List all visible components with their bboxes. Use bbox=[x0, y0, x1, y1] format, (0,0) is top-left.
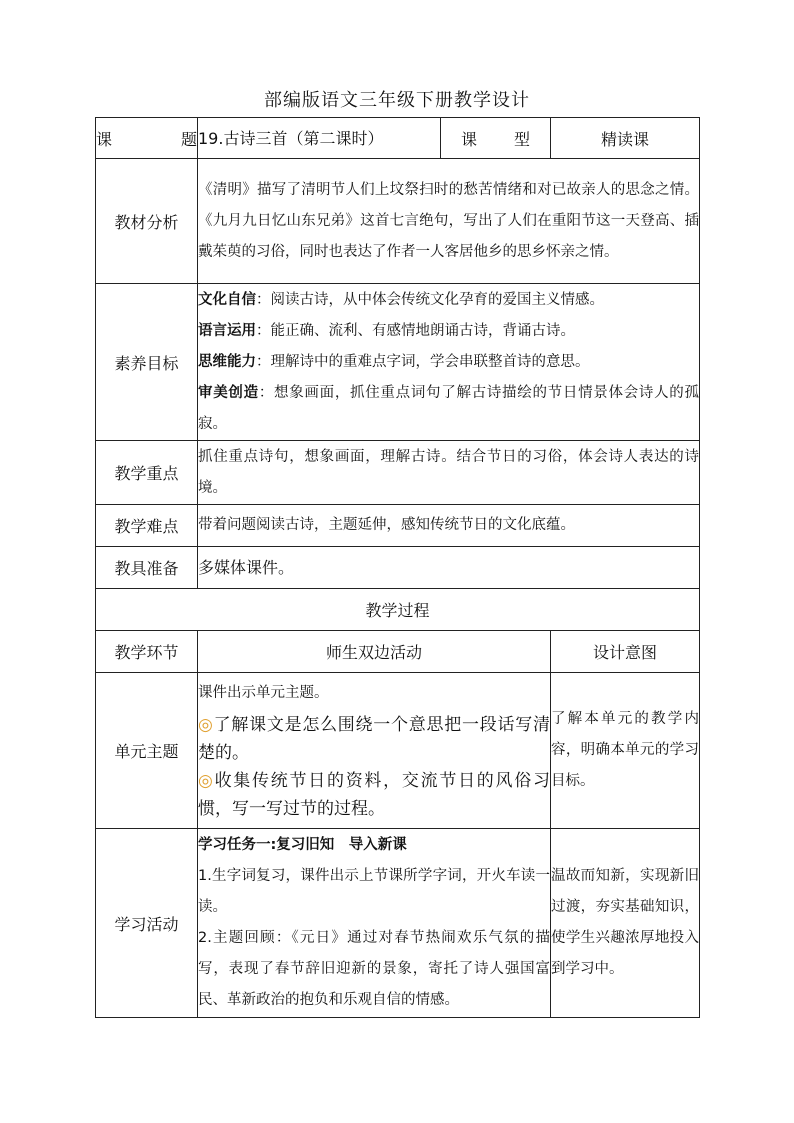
process-col-activity: 师生双边活动 bbox=[198, 631, 551, 673]
course-label: 课 题 bbox=[96, 118, 198, 159]
difficulty-label: 教学难点 bbox=[96, 505, 198, 547]
analysis-text: 《清明》描写了清明节人们上坟祭扫时的愁苦情绪和对已故亲人的思念之情。《九月九日忆山东兄弟》这首七言绝句，写出了人们在重阳节这一天登高、插戴茱萸的习俗，同时也表达了作者一人客居他乡的思乡怀亲之情。 bbox=[198, 159, 700, 284]
lesson-plan-table bbox=[95, 117, 700, 1018]
circle-bullet-icon: ◎ bbox=[198, 714, 214, 735]
activity-intent: 温故而知新，实现新旧过渡，夯实基础知识，使学生兴趣浓厚地投入到学习中。 bbox=[551, 829, 700, 1018]
unit-row bbox=[96, 673, 700, 829]
process-col-intent: 设计意图 bbox=[551, 631, 700, 673]
analysis-row bbox=[96, 159, 700, 284]
unit-content bbox=[198, 673, 551, 829]
unit-intent: 了解本单元的教学内容，明确本单元的学习目标。 bbox=[551, 673, 700, 829]
activity-step: 2.主题回顾：《元日》通过对春节热闹欢乐气氛的描写，表现了春节辞旧迎新的景象，寄托了诗人强国富民、革新政治的抱负和乐观自信的情感。 bbox=[198, 930, 550, 1008]
analysis-label: 教材分析 bbox=[96, 159, 198, 284]
document-title: 部编版语文三年级下册教学设计 bbox=[264, 90, 530, 111]
goals-list bbox=[198, 284, 700, 441]
process-header-row bbox=[96, 631, 700, 673]
materials-row bbox=[96, 547, 700, 589]
materials-text: 多媒体课件。 bbox=[198, 547, 700, 589]
goal-item: 审美创造：想象画面，抓住重点词句了解古诗描绘的节日情景体会诗人的孤寂。 bbox=[198, 384, 699, 432]
difficulty-text: 带着问题阅读古诗，主题延伸，感知传统节日的文化底蕴。 bbox=[198, 505, 700, 547]
circle-bullet-icon: ◎ bbox=[198, 770, 215, 791]
process-col-stage: 教学环节 bbox=[96, 631, 198, 673]
course-value: 19.古诗三首（第二课时） bbox=[198, 118, 441, 159]
type-label: 课 型 bbox=[441, 118, 551, 159]
goals-row bbox=[96, 284, 700, 441]
type-value: 精读课 bbox=[551, 118, 700, 159]
focus-label: 教学重点 bbox=[96, 441, 198, 505]
goal-item: 思维能力：理解诗中的重难点字词，学会串联整首诗的意思。 bbox=[198, 353, 590, 370]
activity-row bbox=[96, 829, 700, 1018]
focus-text: 抓住重点诗句，想象画面，理解古诗。结合节日的习俗，体会诗人表达的诗境。 bbox=[198, 441, 700, 505]
course-row bbox=[96, 118, 700, 159]
unit-label: 单元主题 bbox=[96, 673, 198, 829]
difficulty-row bbox=[96, 505, 700, 547]
goals-label: 素养目标 bbox=[96, 284, 198, 441]
unit-bullet: ◎了解课文是怎么围绕一个意思把一段话写清楚的。 bbox=[198, 714, 551, 763]
process-title-row bbox=[96, 589, 700, 631]
task-title: 学习任务一:复习旧知 导入新课 bbox=[198, 837, 407, 853]
focus-row bbox=[96, 441, 700, 505]
materials-label: 教具准备 bbox=[96, 547, 198, 589]
goal-item: 语言运用：能正确、流利、有感情地朗诵古诗，背诵古诗。 bbox=[198, 322, 575, 339]
unit-bullet: ◎收集传统节日的资料，交流节日的风俗习惯，写一写过节的过程。 bbox=[198, 770, 551, 819]
process-title: 教学过程 bbox=[96, 589, 700, 631]
activity-label: 学习活动 bbox=[96, 829, 198, 1018]
activity-content bbox=[198, 829, 551, 1018]
activity-step: 1.生字词复习，课件出示上节课所学字词，开火车读一读。 bbox=[198, 868, 550, 915]
goal-item: 文化自信：阅读古诗，从中体会传统文化孕育的爱国主义情感。 bbox=[198, 291, 604, 308]
unit-intro: 课件出示单元主题。 bbox=[198, 684, 329, 701]
